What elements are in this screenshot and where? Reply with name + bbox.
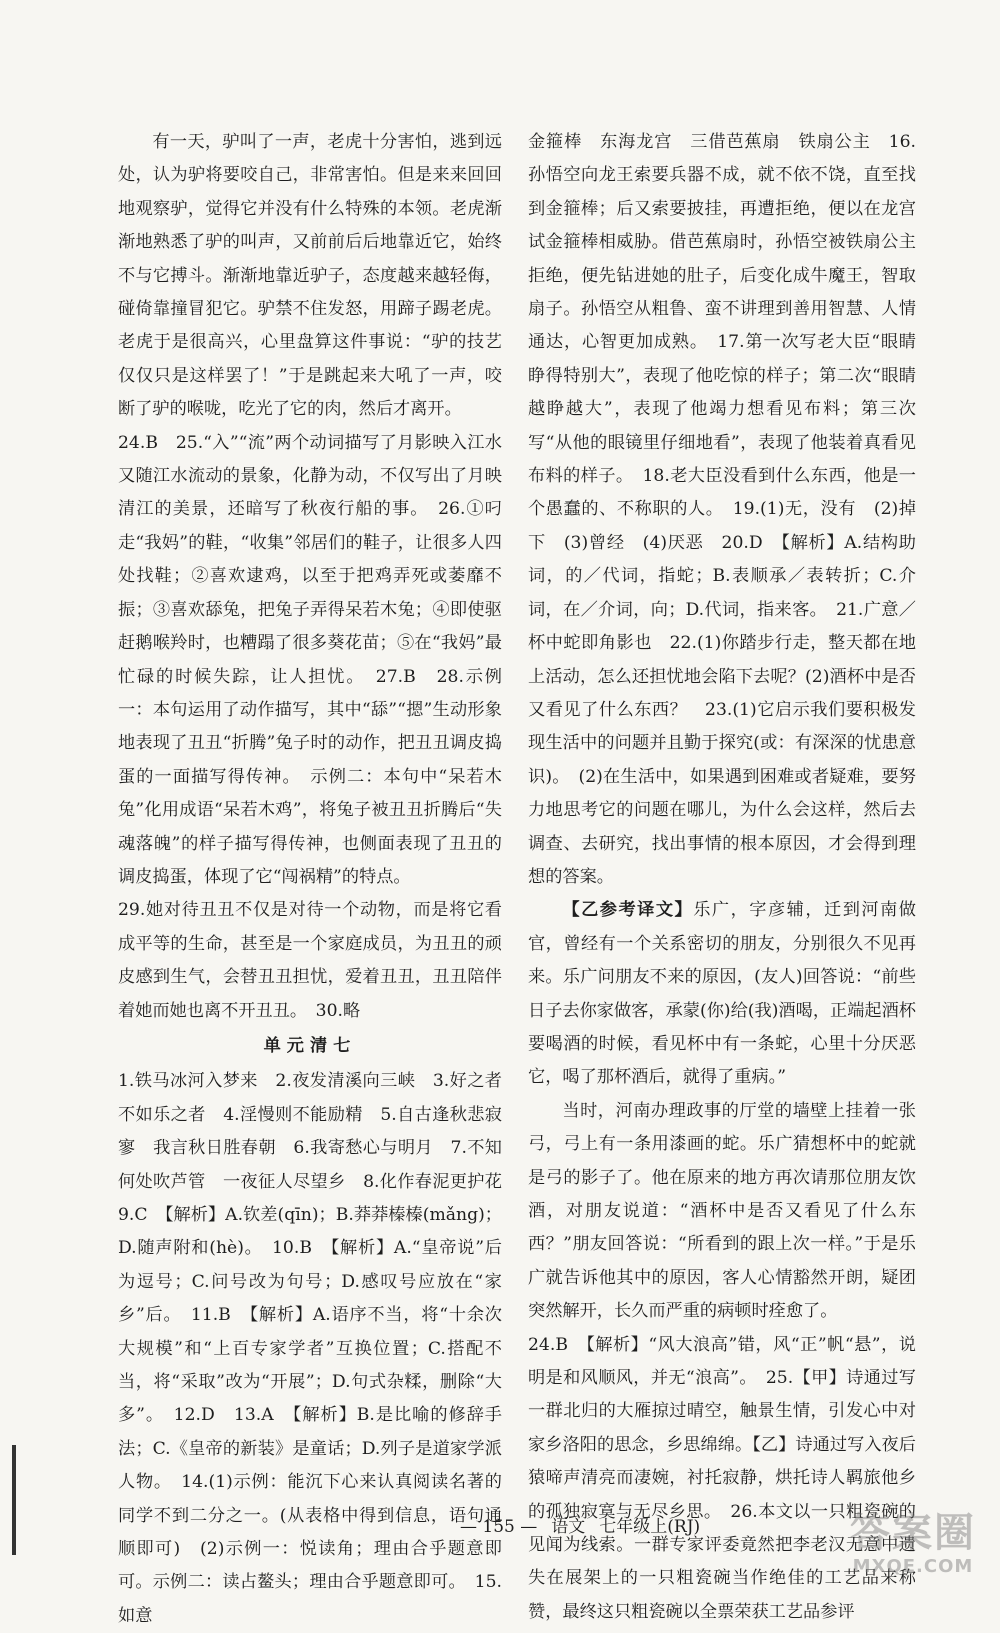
unit-answers: 1.铁马冰河入梦来 2.夜发清溪向三峡 3.好之者不如乐之者 4.淫慢则不能励精 5.自古逢秋悲寂寥 我言秋日胜春朝 6.我寄愁心与明月 7.不知何处吹芦管 一夜征人尽望乡 8.化作春泥更护花 9.C 【解析】A.钦差(qīn)；B.莽莽榛榛(mǎng)；D.随声附和(hè)。 10.B 【解析】A.“皇帝说”后为逗号；C.问号改为句号；D.感叹号应放在“家乡”后。 11.B 【解析】A.语序不当，将“十余次大规模”和“上百专家学者”互换位置；C.搭配不当，将“采取”改为“开展”；D.句式杂糅，删除“大多”。 12.D 13.A 【解析】B.是比喻的修辞手法；C.《皇帝的新装》是童话；D.列子是道家学派人物。 14.(1)示例：能沉下心来认真阅读名著的同学不到二分之一。(从表格中得到信息，语句通顺即可) (2)示例一：悦读角；理由合乎题意即可。示例二：读占鳌头；理由合乎题意即可。 15.如意 xyxy=(118,1071,520,1626)
reference-translation-text: 乐广，字彦辅，迁到河南做官，曾经有一个关系密切的朋友，分别很久不见再来。乐广问朋友不来的原因，(友人)回答说：“前些日子去你家做客，承蒙(你)给(我)酒喝，正端起酒杯要喝酒的时候，看见杯中有一条蛇，心里十分厌恶它，喝了那杯酒后，就得了重病。” xyxy=(528,900,916,1088)
watermark-logo: 答案圈 xyxy=(850,1510,976,1556)
answers-24-26: 24.B 【解析】“风大浪高”错，风“正”帆“悬”，说明是和风顺风，并无“浪高”。 25.【甲】诗通过写一群北归的大雁掠过晴空，触景生情，引发心中对家乡洛阳的思念，乡思绵绵。【乙】诗通过写入夜后猿啼声清亮而凄婉，衬托寂静，烘托诗人羁旅他乡的孤独寂寞与无尽乡思。 26.本文以一只粗瓷碗的见闻为线索。一群专家评委竟然把李老汉无意中遗失在展架上的一只粗瓷碗当作绝佳的工艺品来称赞，最终这只粗瓷碗以全票荣获工艺品参评 xyxy=(528,1334,916,1622)
reference-translation-paragraph-2: 当时，河南办理政事的厅堂的墙壁上挂着一张弓，弓上有一条用漆画的蛇。乐广猜想杯中的蛇就是弓的影子了。他在原来的地方再次请那位朋友饮酒，对朋友说道：“酒杯中是否又看见了什么东西？”朋友回答说：“所看到的跟上次一样。”于是乐广就告诉他其中的原因，客人心情豁然开朗，疑团突然解开，长久而严重的病顿时痊愈了。 xyxy=(528,1100,916,1322)
right-column xyxy=(528,126,916,1629)
answers-15-23: 金箍棒 东海龙宫 三借芭蕉扇 铁扇公主 16.孙悟空向龙王索要兵器不成，就不依不饶，直至找到金箍棒；后又索要披挂，再遭拒绝，便以在龙宫试金箍棒相威胁。借芭蕉扇时，孙悟空被铁扇公主拒绝，便先钻进她的肚子，后变化成牛魔王，智取扇子。孙悟空从粗鲁、蛮不讲理到善用智慧、人情通达，心智更加成熟。 17.第一次写老大臣“眼睛睁得特别大”，表现了他吃惊的样子；第二次“眼睛越睁越大”，表现了他竭力想看见布料；第三次写“从他的眼镜里仔细地看”，表现了他装着真看见布料的样子。 18.老大臣没看到什么东西，他是一个愚蠢的、不称职的人。 19.(1)无，没有 (2)掉下 (3)曾经 (4)厌恶 20.D 【解析】A.结构助词，的／代词，指蛇；B.表顺承／表转折；C.介词，在／介词，向；D.代词，指来客。 21.广意／杯中蛇即角影也 22.(1)你踏步行走，整天都在地上活动，怎么还担忧地会陷下去呢？(2)酒杯中是否又看见了什么东西？ 23.(1)它启示我们要积极发现生活中的问题并且勤于探究(或：有深深的忧患意识)。 (2)在生活中，如果遇到困难或者疑难，要努力地思考它的问题在哪儿，为什么会这样，然后去调查、去研究，找出事情的根本原因，才会得到理想的答案。 xyxy=(528,132,916,887)
left-column xyxy=(118,126,520,1633)
reference-translation-paragraph-1 xyxy=(528,894,916,1094)
fable-translation-paragraph: 有一天，驴叫了一声，老虎十分害怕，逃到远处，认为驴将要咬自己，非常害怕。但是来来回回地观察驴，觉得它并没有什么特殊的本领。老虎渐渐地熟悉了驴的叫声，又前前后后地靠近它，始终不与它搏斗。渐渐地靠近驴子，态度越来越轻侮，碰倚靠撞冒犯它。驴禁不住发怒，用蹄子踢老虎。老虎于是很高兴，心里盘算这件事说：“驴的技艺仅仅只是这样罢了！”于是跳起来大吼了一声，咬断了驴的喉咙，吃光了它的肉，然后才离开。 xyxy=(118,132,502,420)
section-heading: 单元清七 xyxy=(263,1035,357,1056)
grade-label: 七年级上(RJ) xyxy=(599,1517,701,1537)
answers-29-30: 29.她对待丑丑不仅是对待一个动物，而是将它看成平等的生命，甚至是一个家庭成员，为丑丑的顽皮感到生气，会替丑丑担忧，爱着丑丑，丑丑陪伴着她而她也离不开丑丑。 30.略 xyxy=(118,900,502,1021)
page-number: — 155 — xyxy=(460,1517,538,1537)
subject-label: 语文 xyxy=(551,1517,586,1537)
reference-translation-title: 【乙参考译文】 xyxy=(562,900,694,921)
answers-24-28: 24.B 25.“入”“流”两个动词描写了月影映入江水又随江水流动的景象，化静为动，不仅写出了月映清江的美景，还暗写了秋夜行船的事。 26.①叼走“我妈”的鞋，“收集”邻居们的鞋子，让很多人四处找鞋；②喜欢逮鸡，以至于把鸡弄死或萎靡不振；③喜欢舔兔，把兔子弄得呆若木兔；④即使驱赶鹅喉羚时，也糟蹋了很多葵花苗；⑤在“我妈”最忙碌的时候失踪，让人担忧。 27.B 28.示例一：本句运用了动作描写，其中“舔”“摁”生动形象地表现了丑丑“折腾”兔子时的动作，把丑丑调皮捣蛋的一面描写得传神。 示例二：本句中“呆若木兔”化用成语“呆若木鸡”，将兔子被丑丑折腾后“失魂落魄”的样子描写得传神，也侧面表现了丑丑的调皮捣蛋，体现了它“闯祸精”的特点。 xyxy=(118,432,502,887)
watermark-site: MXQE.COM xyxy=(852,1556,974,1577)
site-watermark xyxy=(848,1510,978,1580)
page-footer xyxy=(460,1512,714,1537)
page-edge-mark xyxy=(12,1445,16,1555)
